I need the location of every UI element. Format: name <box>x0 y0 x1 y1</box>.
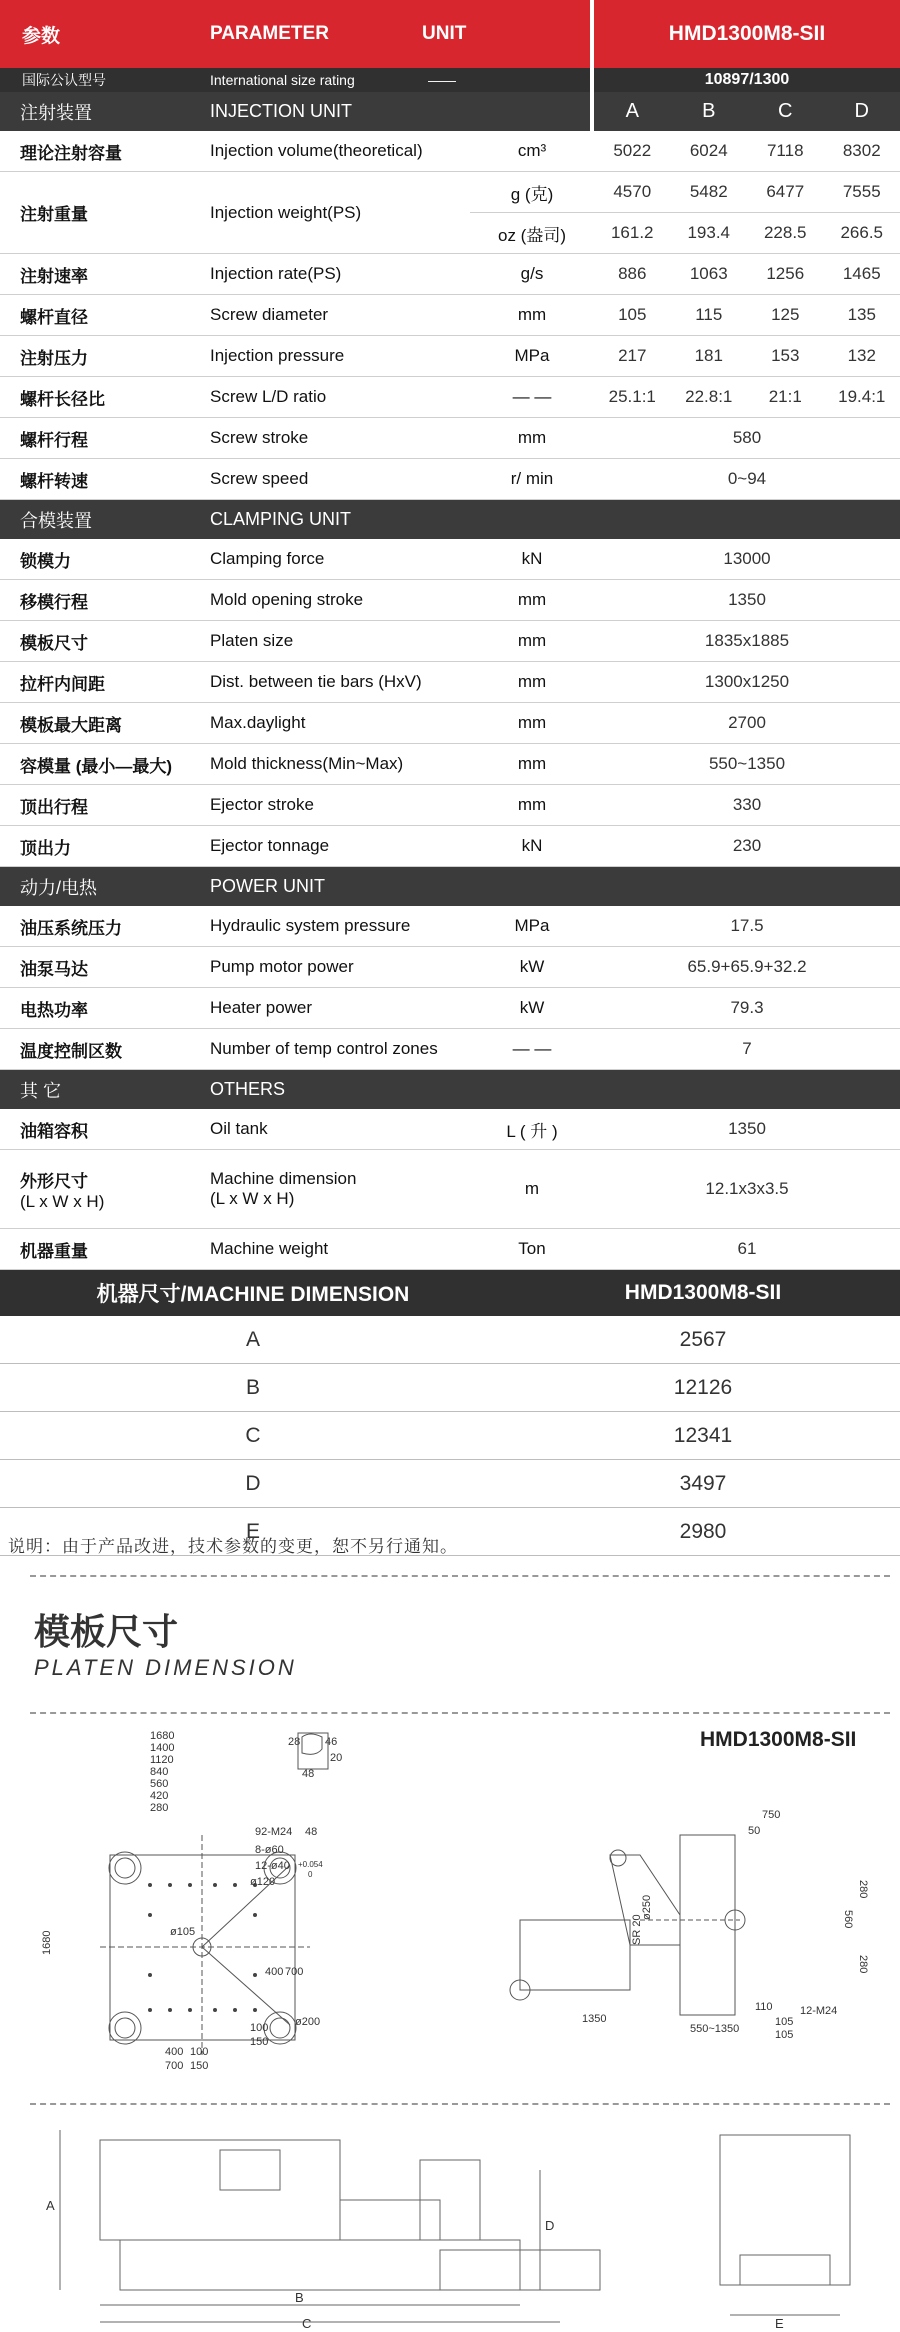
section-others <box>0 1070 900 1109</box>
spec-cn: 理论注射容量 <box>20 143 122 163</box>
spec-value: 65.9+65.9+32.2 <box>687 957 807 976</box>
spec-cn: 螺杆长径比 <box>20 389 105 409</box>
dim-top: 1400 <box>150 1742 175 1754</box>
side-dim: 12-M24 <box>800 2005 838 2017</box>
spec-value: 1350 <box>728 590 766 609</box>
spec-cn: 顶出力 <box>20 838 71 858</box>
section-cn: 其 它 <box>20 1080 62 1101</box>
callout: ø200 <box>295 2016 321 2028</box>
val-b: 22.8:1 <box>685 387 733 406</box>
spec-row-weight <box>0 172 900 254</box>
spec-unit: kW <box>519 998 545 1017</box>
machine-dimension-title: 机器尺寸/MACHINE DIMENSION <box>96 1283 410 1306</box>
col-c: C <box>778 100 793 122</box>
divider <box>30 1712 890 1714</box>
spec-en: Clamping force <box>210 549 325 568</box>
val-d: 132 <box>847 346 876 365</box>
val-d: 1465 <box>842 264 881 283</box>
spec-row <box>0 621 900 662</box>
spec-value: 1350 <box>728 1119 766 1138</box>
spec-row <box>0 1109 900 1150</box>
val-b: 181 <box>694 346 723 365</box>
spec-cn: 油箱容积 <box>20 1121 88 1141</box>
spec-en: Dist. between tie bars (HxV) <box>210 672 422 691</box>
spec-en: Oil tank <box>210 1119 268 1138</box>
spec-row <box>0 539 900 580</box>
spec-row <box>0 826 900 867</box>
dim-top: 1680 <box>150 1730 175 1742</box>
dimension-value: 3497 <box>679 1471 727 1495</box>
spec-cn: 螺杆行程 <box>20 430 88 450</box>
val-d: 8302 <box>842 141 881 160</box>
platen-title: 模板尺寸 <box>34 1612 179 1653</box>
spec-unit: MPa <box>514 916 550 935</box>
spec-en-sub: (L x W x H) <box>210 1189 295 1208</box>
dim-top: 1120 <box>150 1754 174 1766</box>
spec-row <box>0 744 900 785</box>
callout: 8-ø60 <box>255 1844 284 1856</box>
spec-value: 7 <box>742 1039 752 1058</box>
spec-unit: — — <box>512 387 552 406</box>
dimension-key: C <box>245 1423 261 1447</box>
divider <box>30 2103 890 2105</box>
rating-row <box>0 68 900 92</box>
val-a: 217 <box>618 346 647 365</box>
spec-value: 13000 <box>723 549 771 568</box>
callout: 12-ø40 <box>255 1860 290 1872</box>
dim-bottom: 100 <box>250 2022 269 2034</box>
col-a: A <box>625 100 639 122</box>
spec-cn: 螺杆直径 <box>20 307 88 327</box>
spec-unit: mm <box>517 631 547 650</box>
dim-top: 840 <box>150 1766 169 1778</box>
dimension-value: 2980 <box>679 1519 727 1543</box>
spec-row <box>0 988 900 1029</box>
section-cn: 合模装置 <box>20 510 92 531</box>
spec-cn: 螺杆转速 <box>20 471 88 491</box>
spec-value: 17.5 <box>730 916 764 935</box>
dim-right: 700 <box>285 1966 304 1978</box>
val-a: 886 <box>618 264 647 283</box>
detail-dim: 46 <box>325 1736 338 1748</box>
val-c: 7118 <box>766 141 804 160</box>
spec-cn: 注射压力 <box>20 348 88 368</box>
spec-en: Injection rate(PS) <box>210 264 342 283</box>
spec-cn: 油泵马达 <box>20 959 88 979</box>
spec-unit: L ( 升 ) <box>506 1121 558 1141</box>
spec-unit: g/s <box>520 264 544 283</box>
header-cn: 参数 <box>22 25 61 47</box>
outline-label-c: C <box>302 2316 312 2331</box>
spec-unit: Ton <box>518 1239 546 1258</box>
val-b: 193.4 <box>687 223 731 242</box>
spec-unit: — — <box>512 1039 552 1058</box>
outline-label-e: E <box>775 2316 784 2331</box>
spec-cn: 拉杆内间距 <box>20 674 105 694</box>
spec-unit: cm³ <box>517 141 547 160</box>
spec-row <box>0 418 900 459</box>
outline-label-b: B <box>295 2290 304 2305</box>
detail-dim: 20 <box>330 1752 343 1764</box>
val-b: 115 <box>695 305 723 324</box>
tolerance: +0.054 <box>298 1860 323 1869</box>
dimension-key: D <box>245 1471 261 1495</box>
spec-unit: g (克) <box>510 184 554 204</box>
spec-en: Machine weight <box>210 1239 329 1258</box>
dim-bottom: 150 <box>190 2060 209 2072</box>
spec-cn: 机器重量 <box>20 1241 88 1261</box>
spec-row <box>0 906 900 947</box>
machine-outline-drawing <box>40 2110 900 2332</box>
section-cn: 动力/电热 <box>20 877 98 898</box>
spec-row <box>0 1229 900 1270</box>
spec-en: Mold opening stroke <box>210 590 364 609</box>
side-dim: SR 20 <box>631 1914 643 1945</box>
dim-top: 560 <box>150 1778 169 1790</box>
spec-cn: 容模量 (最小—最大) <box>20 756 173 776</box>
side-dim: 550~1350 <box>690 2023 740 2035</box>
spec-value: 550~1350 <box>708 754 786 773</box>
side-dim: 560 <box>842 1910 854 1929</box>
header-model: HMD1300M8-SII <box>668 22 826 45</box>
spec-unit: oz (盎司) <box>498 225 566 245</box>
spec-cn: 注射重量 <box>20 205 88 224</box>
spec-row <box>0 377 900 418</box>
tie-bar-tl <box>109 1852 141 1884</box>
platen-side-drawing <box>500 1800 900 2050</box>
dimension-key: B <box>245 1375 260 1399</box>
detail-dim: 48 <box>302 1768 315 1780</box>
val-d: 266.5 <box>840 223 884 242</box>
dimension-key: A <box>245 1327 260 1351</box>
spec-en: Screw speed <box>210 469 309 488</box>
machine-dimension-header <box>0 1270 900 1316</box>
spec-en: Ejector tonnage <box>210 836 330 855</box>
spec-cn: 锁模力 <box>20 551 71 571</box>
spec-en: Injection pressure <box>210 346 345 365</box>
dim-bottom: 700 <box>165 2060 184 2072</box>
spec-en: Number of temp control zones <box>210 1039 438 1058</box>
rating-value: 10897/1300 <box>704 71 790 88</box>
section-en: POWER UNIT <box>210 876 325 896</box>
spec-en: Ejector stroke <box>210 795 314 814</box>
dim-left: 1680 <box>41 1930 53 1955</box>
spec-cn: 模板尺寸 <box>20 633 88 653</box>
spec-en: Injection weight(PS) <box>210 202 362 222</box>
dim-top: 420 <box>150 1790 169 1802</box>
val-d: 19.4:1 <box>838 387 886 406</box>
spec-unit: mm <box>517 754 547 773</box>
spec-row <box>0 1029 900 1070</box>
platen-model: HMD1300M8-SII <box>700 1728 857 1751</box>
spec-value: 580 <box>732 428 762 447</box>
spec-en: Platen size <box>210 631 294 650</box>
spec-unit: r/ min <box>510 469 554 488</box>
dim-top: 280 <box>150 1802 169 1814</box>
val-c: 21:1 <box>768 387 802 406</box>
spec-row <box>0 295 900 336</box>
spec-en: Heater power <box>210 998 313 1017</box>
spec-value: 0~94 <box>727 469 767 488</box>
section-en: OTHERS <box>210 1079 286 1099</box>
val-b: 1063 <box>689 264 728 283</box>
val-c: 228.5 <box>763 223 807 242</box>
val-d: 7555 <box>842 182 881 201</box>
val-b: 6024 <box>689 141 728 160</box>
side-dim: 280 <box>857 1955 869 1974</box>
spec-en: Machine dimension <box>210 1169 357 1188</box>
platen-front-drawing <box>40 1725 440 2085</box>
spec-unit: mm <box>517 672 547 691</box>
spec-row <box>0 459 900 500</box>
spec-unit: kN <box>521 549 543 568</box>
side-dim: 110 <box>755 2001 773 2013</box>
section-clamping <box>0 500 900 539</box>
spec-row <box>0 254 900 295</box>
val-c: 153 <box>771 346 800 365</box>
section-en: CLAMPING UNIT <box>210 509 352 529</box>
section-power <box>0 867 900 906</box>
spec-value: 1835x1885 <box>704 631 790 650</box>
divider <box>30 1575 890 1577</box>
val-c: 6477 <box>766 182 805 201</box>
header-unit: UNIT <box>422 23 467 44</box>
val-a: 161.2 <box>610 223 654 242</box>
spec-cn: 油压系统压力 <box>20 918 122 938</box>
dim-right: 400 <box>265 1966 284 1978</box>
val-a: 4570 <box>613 182 652 201</box>
spec-en: Pump motor power <box>210 957 354 976</box>
dimension-value: 12126 <box>673 1375 733 1399</box>
outline-label-d: D <box>545 2218 555 2233</box>
side-dim: 1350 <box>582 2013 607 2025</box>
spec-row <box>0 336 900 377</box>
section-cn: 注射装置 <box>20 102 92 123</box>
spec-unit: mm <box>517 428 547 447</box>
side-dim: ø250 <box>641 1894 653 1920</box>
dimension-value: 2567 <box>679 1327 727 1351</box>
rating-en: International size rating <box>210 72 355 88</box>
spec-value: 330 <box>732 795 762 814</box>
val-c: 1256 <box>766 264 805 283</box>
val-a: 25.1:1 <box>608 387 656 406</box>
spec-value: 79.3 <box>730 998 764 1017</box>
machine-dimension-row <box>0 1412 900 1460</box>
spec-en: Max.daylight <box>210 713 306 732</box>
spec-value: 2700 <box>728 713 766 732</box>
spec-row <box>0 662 900 703</box>
platen-subtitle: PLATEN DIMENSION <box>34 1655 297 1680</box>
rating-cn: 国际公认型号 <box>22 72 106 88</box>
spec-en: Screw diameter <box>210 305 329 324</box>
spec-cn: 注射速率 <box>20 266 88 286</box>
tolerance: 0 <box>308 1870 313 1879</box>
spec-cn: 外形尺寸 <box>20 1171 88 1191</box>
spec-cn: 电热功率 <box>20 1000 88 1020</box>
callout: 92-M24 <box>255 1826 293 1838</box>
spec-row <box>0 785 900 826</box>
header-parameter: PARAMETER <box>210 23 329 44</box>
val-a: 105 <box>618 305 647 324</box>
spec-unit: mm <box>517 713 547 732</box>
spec-en: Hydraulic system pressure <box>210 916 411 935</box>
spec-value: 12.1x3x3.5 <box>705 1179 789 1198</box>
machine-dimension-row <box>0 1460 900 1508</box>
spec-en: Screw L/D ratio <box>210 387 327 406</box>
spec-cn-sub: (L x W x H) <box>20 1191 105 1211</box>
side-dim: 750 <box>762 1809 781 1821</box>
spec-value: 230 <box>732 836 762 855</box>
detail-dim: 28 <box>288 1736 301 1748</box>
spec-en: Screw stroke <box>210 428 309 447</box>
dim-bottom: 400 <box>165 2046 184 2058</box>
dimension-value: 12341 <box>673 1423 733 1447</box>
machine-dimension-model: HMD1300M8-SII <box>624 1281 782 1304</box>
val-b: 5482 <box>689 182 728 201</box>
spec-unit: kW <box>519 957 545 976</box>
val-d: 135 <box>847 305 876 324</box>
spec-row <box>0 947 900 988</box>
callout: 48 <box>305 1826 318 1838</box>
spec-unit: mm <box>517 590 547 609</box>
spec-unit: kN <box>521 836 543 855</box>
spec-value: 61 <box>737 1239 757 1258</box>
rating-dash: —— <box>428 72 456 88</box>
outline-label-a: A <box>46 2198 55 2213</box>
spec-cn: 顶出行程 <box>20 797 88 817</box>
dim-bottom: 100 <box>190 2046 209 2058</box>
spec-en: Mold thickness(Min~Max) <box>210 754 404 773</box>
side-dim: 105 <box>775 2016 794 2028</box>
spec-unit: mm <box>517 795 547 814</box>
dimension-key: E <box>245 1519 260 1543</box>
tie-bar-bl <box>109 2012 141 2044</box>
machine-dimension-row <box>0 1316 900 1364</box>
spec-cn: 温度控制区数 <box>20 1041 122 1061</box>
spec-row <box>0 580 900 621</box>
spec-row <box>0 703 900 744</box>
section-en: INJECTION UNIT <box>210 101 352 121</box>
side-dim: 280 <box>857 1880 869 1899</box>
section-injection <box>0 92 900 131</box>
col-d: D <box>854 100 869 122</box>
footnote: 说明：由于产品改进，技术参数的变更，恕不另行通知。 <box>8 1537 458 1556</box>
spec-cn: 模板最大距离 <box>20 715 122 735</box>
dim-bottom: 150 <box>250 2036 269 2048</box>
val-a: 5022 <box>613 141 652 160</box>
side-dim: 50 <box>748 1825 761 1837</box>
machine-dimension-row <box>0 1364 900 1412</box>
spec-row <box>0 131 900 172</box>
spec-row-dimension <box>0 1150 900 1229</box>
callout: ø120 <box>250 1876 276 1888</box>
side-dim: 105 <box>775 2029 794 2041</box>
val-c: 125 <box>771 305 800 324</box>
spec-unit: MPa <box>514 346 550 365</box>
spec-en: Injection volume(theoretical) <box>210 141 423 160</box>
table-header <box>0 0 900 68</box>
spec-cn: 移模行程 <box>20 592 88 612</box>
spec-unit: m <box>524 1179 540 1198</box>
callout: ø105 <box>170 1926 196 1938</box>
spec-unit: mm <box>517 305 547 324</box>
col-b: B <box>702 100 716 122</box>
spec-value: 1300x1250 <box>704 672 790 691</box>
